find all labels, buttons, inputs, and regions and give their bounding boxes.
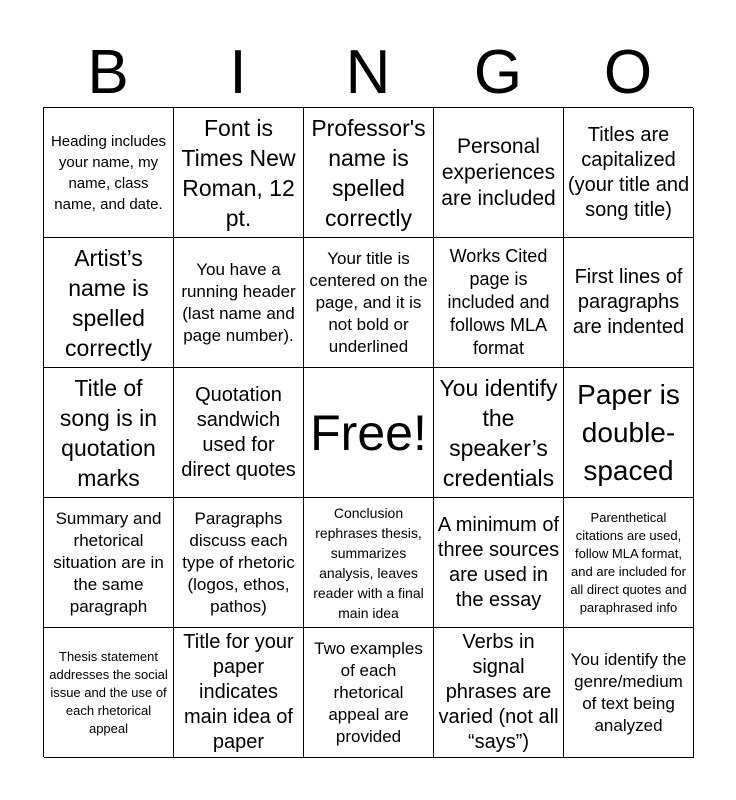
bingo-cell[interactable] — [434, 238, 564, 368]
bingo-cell-text: Titles are capitalized (your title and song title) — [567, 123, 690, 221]
bingo-cell[interactable] — [564, 238, 694, 368]
bingo-cell-text: Professor's name is spelled correctly — [311, 114, 426, 231]
bingo-cell-text: Title for your paper indicates main idea of paper — [183, 631, 294, 753]
bingo-card-grid — [43, 107, 693, 757]
bingo-cell[interactable] — [174, 498, 304, 628]
bingo-header — [43, 38, 693, 108]
header-letter-n: N — [345, 38, 391, 107]
bingo-cell-text: You identify the speaker’s credentials — [439, 374, 558, 491]
bingo-cell-text: Quotation sandwich used for direct quotes — [181, 383, 296, 481]
bingo-cell-text: Font is Times New Roman, 12 pt. — [181, 114, 296, 231]
bingo-cell[interactable] — [564, 108, 694, 238]
bingo-cell[interactable] — [434, 108, 564, 238]
header-letter-g: G — [473, 38, 523, 107]
bingo-cell[interactable] — [564, 628, 694, 758]
bingo-cell[interactable] — [564, 368, 694, 498]
bingo-cell[interactable] — [174, 368, 304, 498]
bingo-cell[interactable] — [304, 238, 434, 368]
bingo-cell-text: You have a running header (last name and page number). — [181, 259, 296, 345]
bingo-cell[interactable] — [434, 368, 564, 498]
bingo-cell-text: Verbs in signal phrases are varied (not all “says”) — [438, 631, 559, 753]
bingo-cell[interactable] — [434, 628, 564, 758]
bingo-cell[interactable] — [44, 498, 174, 628]
bingo-cell-text: Conclusion rephrases thesis, summarizes analysis, leaves reader with a final main idea — [313, 504, 424, 621]
bingo-cell[interactable] — [564, 498, 694, 628]
bingo-cell-text: Parenthetical citations are used, follow MLA format, and are included for all direct quotes and paraphrased info — [570, 509, 687, 615]
bingo-cell-text: Paragraphs discuss each type of rhetoric (logos, ethos, pathos) — [182, 508, 295, 616]
header-letter-b: B — [87, 38, 129, 107]
bingo-cell-text: Paper is double-spaced — [577, 378, 680, 486]
bingo-cell[interactable] — [304, 498, 434, 628]
free-space-text: Free! — [310, 404, 427, 461]
bingo-cell[interactable] — [44, 108, 174, 238]
bingo-cell[interactable] — [304, 628, 434, 758]
header-letter-o: O — [603, 38, 653, 107]
bingo-cell[interactable] — [44, 238, 174, 368]
bingo-cell-text: A minimum of three sources are used in the essay — [437, 513, 560, 611]
bingo-cell[interactable] — [304, 108, 434, 238]
bingo-cell-text: Your title is centered on the page, and it is not bold or underlined — [309, 248, 428, 356]
bingo-cell[interactable] — [434, 498, 564, 628]
bingo-cell-text: Two examples of each rhetorical appeal are provided — [314, 638, 423, 746]
bingo-cell[interactable] — [174, 108, 304, 238]
bingo-cell-text: Title of song is in quotation marks — [59, 374, 158, 491]
bingo-cell-text: Works Cited page is included and follows MLA format — [447, 246, 550, 358]
bingo-cell[interactable] — [174, 628, 304, 758]
bingo-cell-text: Artist’s name is spelled correctly — [65, 244, 152, 361]
bingo-cell[interactable] — [44, 368, 174, 498]
bingo-cell[interactable] — [44, 628, 174, 758]
bingo-cell-text: First lines of paragraphs are indented — [572, 266, 685, 338]
bingo-cell[interactable] — [174, 238, 304, 368]
bingo-cell-text: Thesis statement addresses the social issue and the use of each rhetorical appeal — [49, 648, 168, 736]
bingo-cell-text: Summary and rhetorical situation are in the same paragraph — [53, 508, 164, 616]
header-letter-i: I — [229, 38, 247, 107]
bingo-cell-text: You identify the genre/medium of text being analyzed — [570, 649, 687, 735]
free-space-cell[interactable] — [304, 368, 434, 498]
bingo-cell-text: Heading includes your name, my name, class name, and date. — [50, 132, 167, 213]
bingo-cell-text: Personal experiences are included — [441, 134, 556, 210]
